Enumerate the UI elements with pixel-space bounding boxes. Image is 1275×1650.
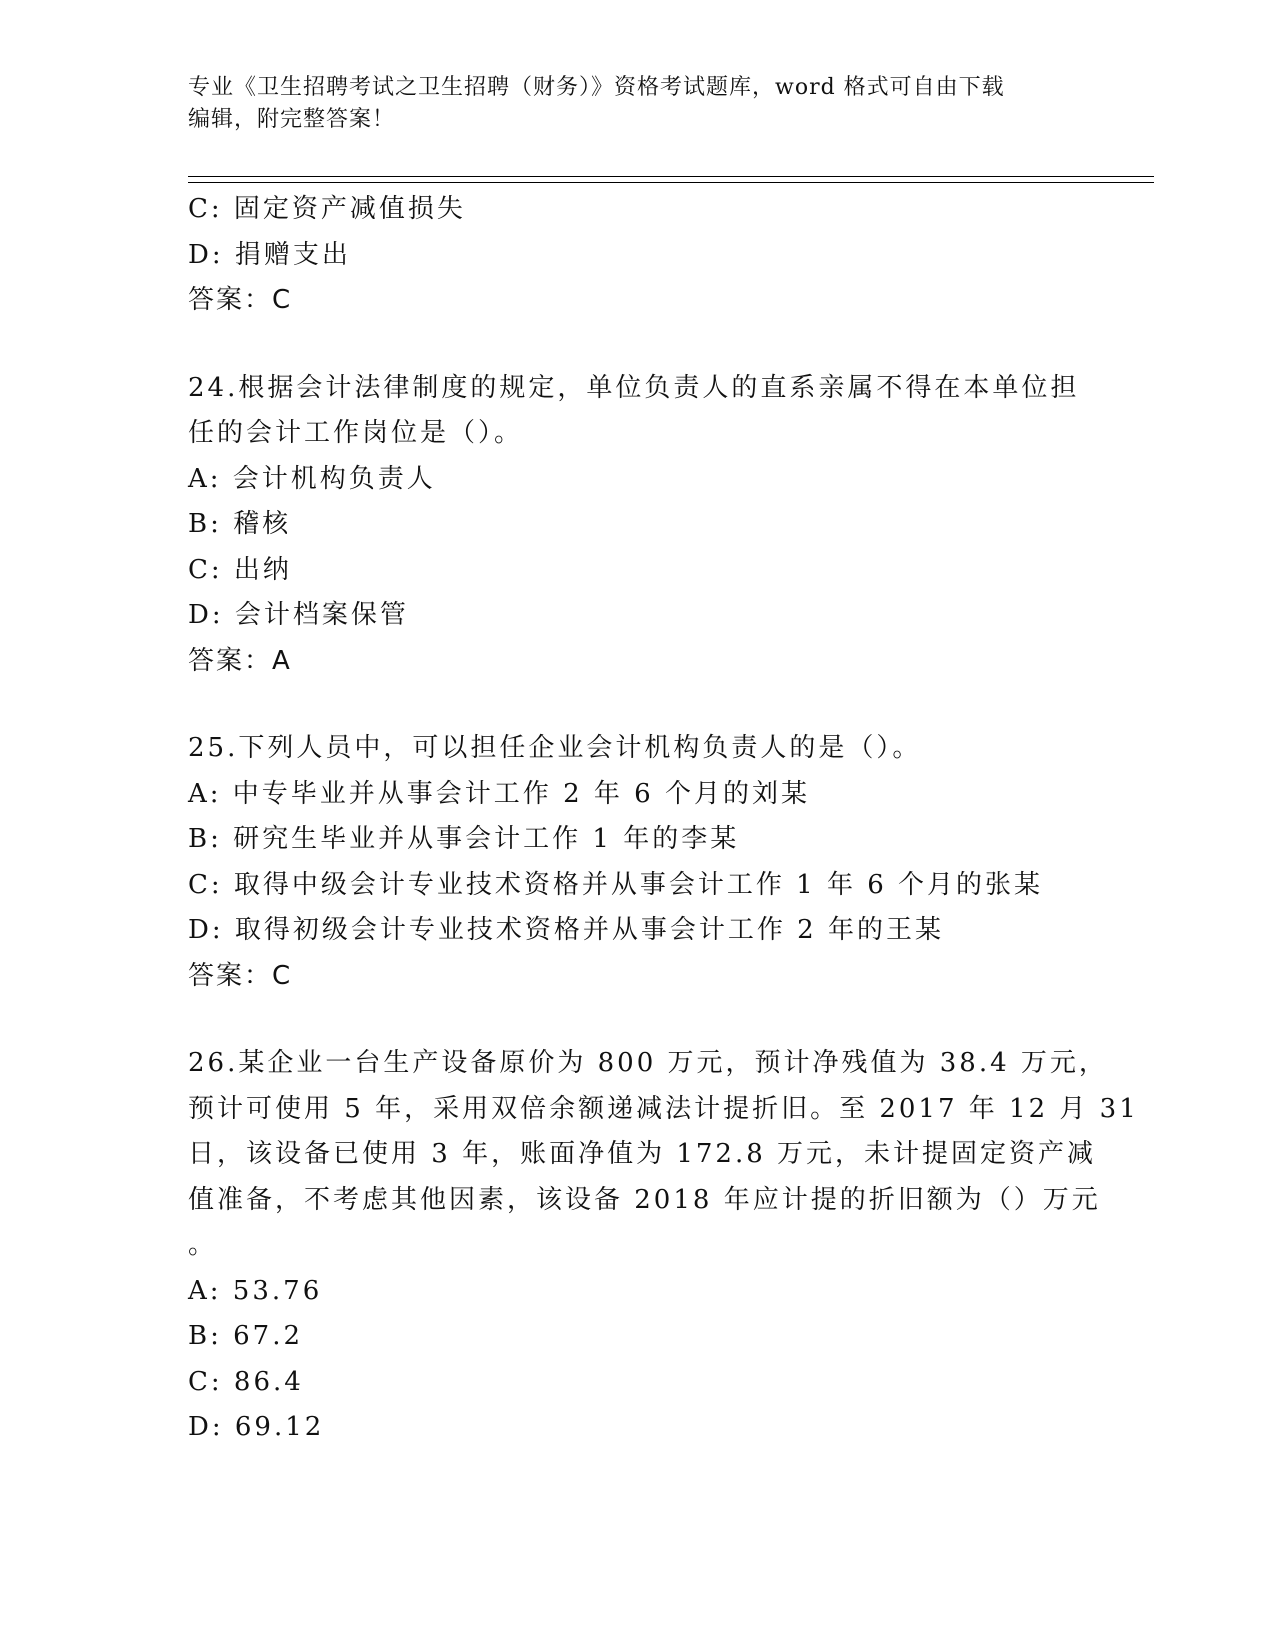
header-line-1: 专业《卫生招聘考试之卫生招聘（财务）》资格考试题库，word 格式可自由下载 xyxy=(188,75,1005,100)
header-divider-bottom xyxy=(188,182,1154,183)
page-header xyxy=(188,72,1078,136)
option-a: A: 会计机构负责人 xyxy=(188,463,436,494)
question-stem-line: 25.下列人员中，可以担任企业会计机构负责人的是（）。 xyxy=(188,733,922,763)
option-a: A: 中专毕业并从事会计工作 2 年 6 个月的刘某 xyxy=(188,778,810,809)
question-25 xyxy=(188,726,1088,999)
option-c: C: 86.4 xyxy=(188,1366,304,1397)
answer: 答案：A xyxy=(188,645,292,676)
question-24 xyxy=(188,366,1088,685)
question-stem-line: 值准备，不考虑其他因素，该设备 2018 年应计提的折旧额为（）万元 xyxy=(188,1184,1101,1215)
question-23-tail xyxy=(188,187,1088,324)
answer: 答案：C xyxy=(188,285,293,315)
option-c: C: 固定资产减值损失 xyxy=(188,194,466,224)
option-d: D: 会计档案保管 xyxy=(188,600,409,630)
question-stem-line: 24.根据会计法律制度的规定，单位负责人的直系亲属不得在本单位担 xyxy=(188,372,1080,403)
question-stem-line: 。 xyxy=(188,1230,218,1260)
option-c: C: 取得中级会计专业技术资格并从事会计工作 1 年 6 个月的张某 xyxy=(188,869,1044,900)
option-b: B: 稽核 xyxy=(188,509,292,539)
header-line-2: 编辑，附完整答案！ xyxy=(188,107,396,132)
option-d: D: 69.12 xyxy=(188,1412,325,1442)
header-divider-top xyxy=(188,176,1154,177)
question-stem-line: 任的会计工作岗位是（）。 xyxy=(188,418,524,448)
question-stem-line: 26.某企业一台生产设备原价为 800 万元，预计净残值为 38.4 万元， xyxy=(188,1048,1108,1078)
option-d: D: 取得初级会计专业技术资格并从事会计工作 2 年的王某 xyxy=(188,915,944,945)
option-b: B: 研究生毕业并从事会计工作 1 年的李某 xyxy=(188,824,740,854)
option-a: A: 53.76 xyxy=(188,1275,323,1306)
question-stem-line: 预计可使用 5 年，采用双倍余额递减法计提折旧。至 2017 年 12 月 31 xyxy=(188,1093,1139,1124)
question-stem-line: 日，该设备已使用 3 年，账面净值为 172.8 万元，未计提固定资产减 xyxy=(188,1139,1097,1169)
question-list xyxy=(188,187,1139,1451)
option-b: B: 67.2 xyxy=(188,1321,304,1351)
option-c: C: 出纳 xyxy=(188,554,292,585)
option-d: D: 捐赠支出 xyxy=(188,239,351,270)
answer: 答案：C xyxy=(188,960,293,991)
question-26 xyxy=(188,1041,1139,1451)
